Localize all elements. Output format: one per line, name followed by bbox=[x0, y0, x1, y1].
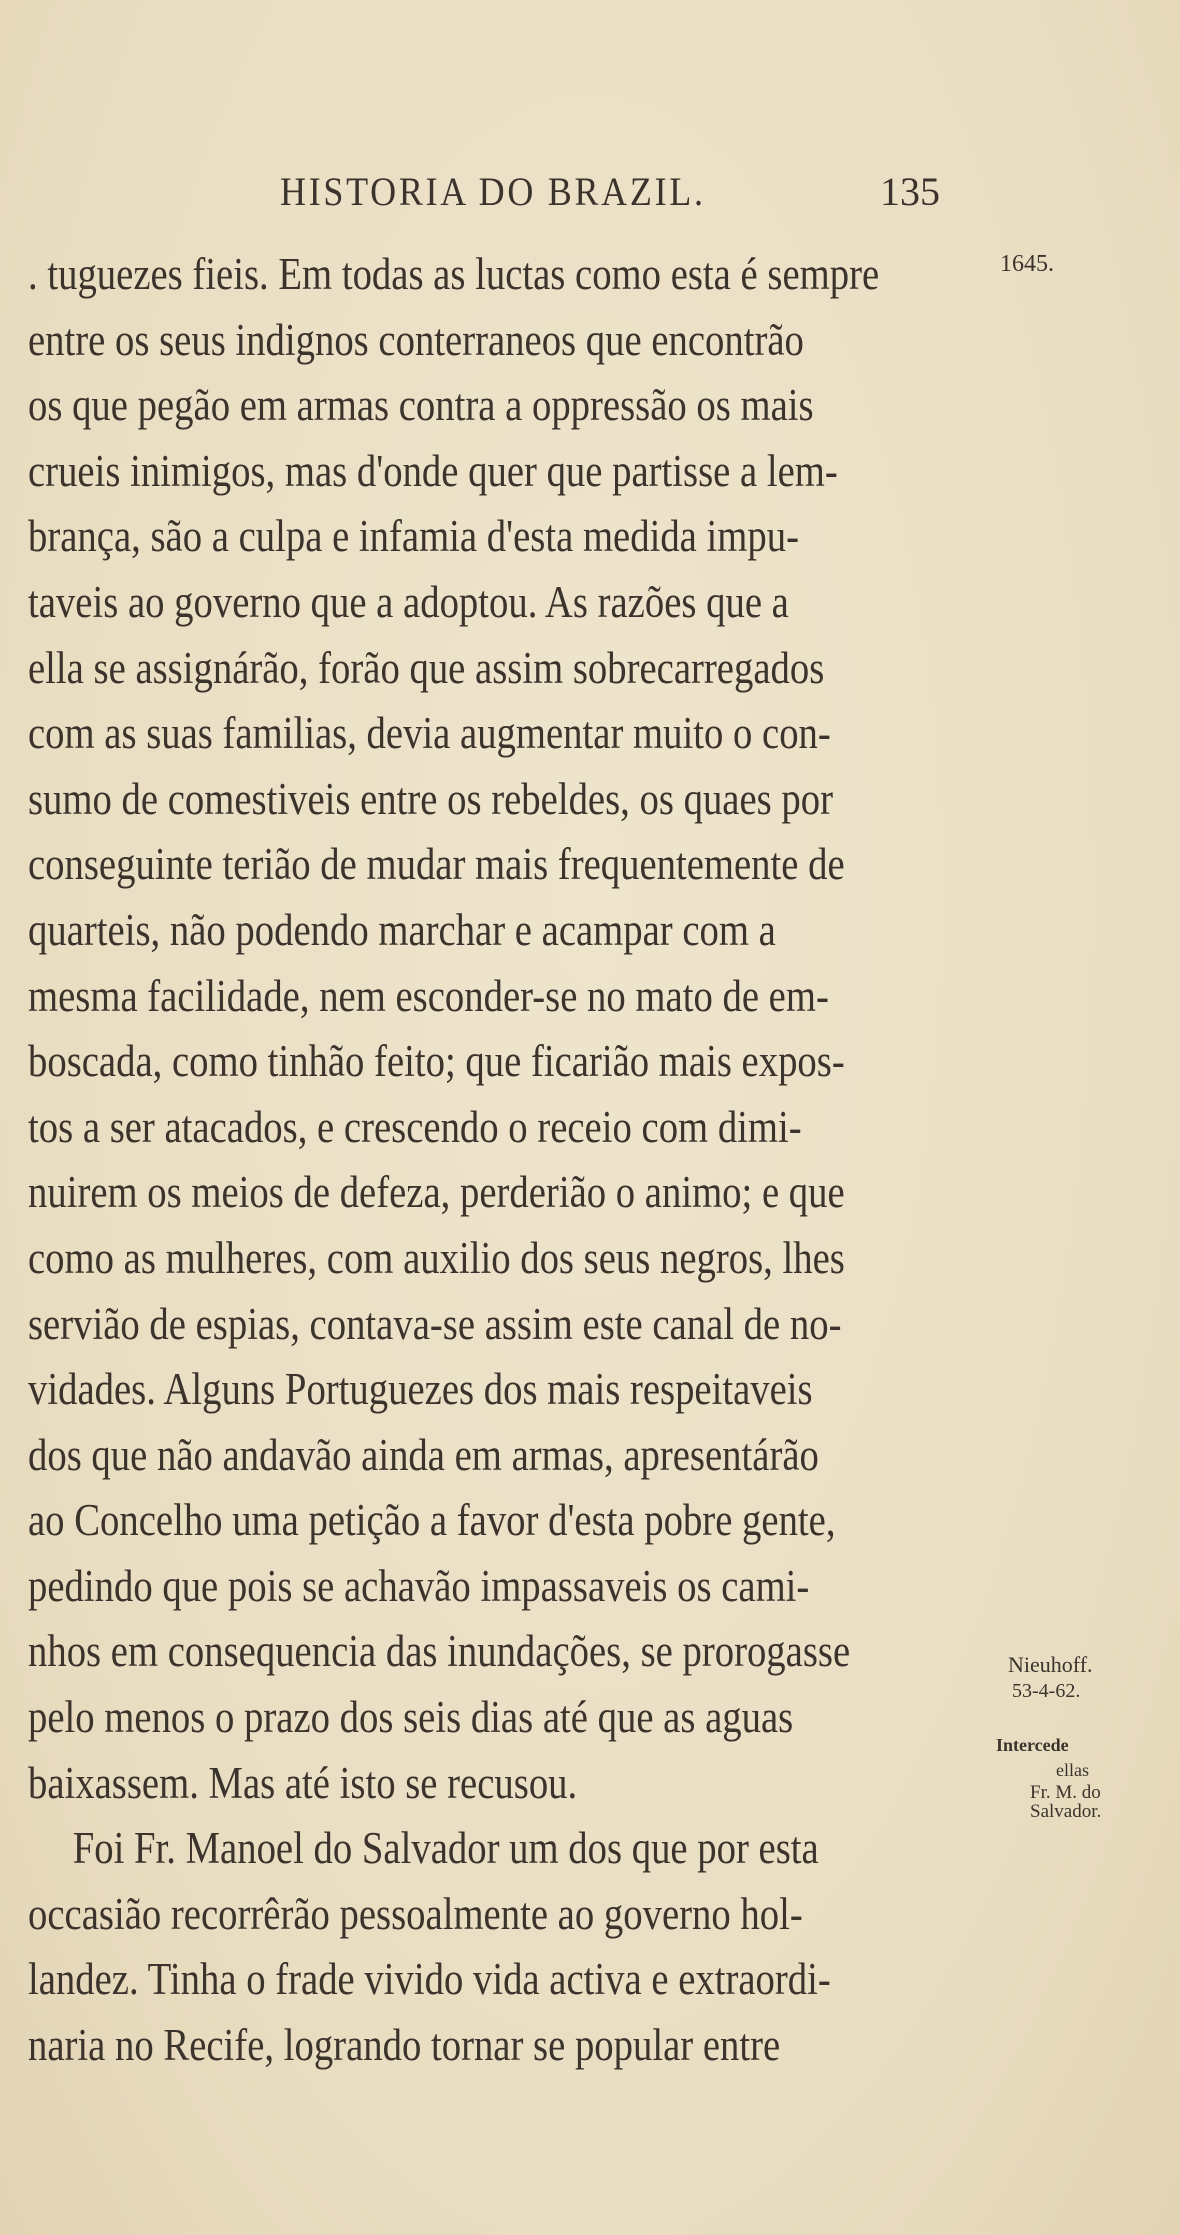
text-line: sumo de comestiveis entre os rebeldes, os quaes por bbox=[28, 773, 833, 824]
text-line: naria no Recife, logrando tornar se popular entre bbox=[28, 2020, 781, 2071]
text-line: os que pegão em armas contra a oppressão os mais bbox=[28, 380, 814, 431]
text-line: tos a ser atacados, e crescendo o receio com dimi- bbox=[28, 1101, 802, 1152]
margin-year: 1645. bbox=[1000, 251, 1054, 277]
text-line: taveis ao governo que a adoptou. As razões que a bbox=[28, 576, 789, 627]
text-line: occasião recorrêrão pessoalmente ao governo hol- bbox=[28, 1888, 803, 1939]
running-header bbox=[0, 168, 1180, 228]
text-line: vidades. Alguns Portuguezes dos mais respeitaveis bbox=[28, 1364, 813, 1415]
text-line: . tuguezes fieis. Em todas as luctas como esta é sempre bbox=[28, 249, 880, 299]
text-line: quarteis, não podendo marchar e acampar com a bbox=[28, 904, 776, 955]
paragraph-start-line: Foi Fr. Manoel do Salvador um dos que por esta bbox=[72, 1823, 819, 1874]
text-line: baixassem. Mas até isto se recusou. bbox=[28, 1757, 578, 1808]
text-line: com as suas familias, devia augmentar muito o con- bbox=[28, 708, 831, 759]
margin-side-name: Fr. M. do bbox=[1030, 1782, 1101, 1803]
page-title: HISTORIA DO BRAZIL. bbox=[280, 169, 706, 214]
text-line: brança, são a culpa e infamia d'esta medida impu- bbox=[28, 511, 799, 562]
text-line: como as mulheres, com auxilio dos seus negros, lhes bbox=[28, 1232, 845, 1283]
text-line: boscada, como tinhão feito; que ficarião mais expos- bbox=[28, 1036, 845, 1087]
text-line: ella se assignárão, forão que assim sobrecarregados bbox=[28, 642, 825, 693]
margin-source-reference: 53-4-62. bbox=[1012, 1680, 1081, 1702]
text-line: servião de espias, contava-se assim este canal de no- bbox=[28, 1298, 842, 1349]
page-number: 135 bbox=[880, 169, 940, 214]
margin-side-title: Intercede bbox=[996, 1735, 1069, 1755]
text-line: ao Concelho uma petição a favor d'esta pobre gente, bbox=[28, 1495, 836, 1546]
body-text bbox=[28, 242, 988, 2079]
text-line: crueis inimigos, mas d'onde quer que partisse a lem- bbox=[28, 445, 838, 496]
text-line: pelo menos o prazo dos seis dias até que as aguas bbox=[28, 1692, 794, 1743]
text-line: landez. Tinha o frade vivido vida activa e extraordi- bbox=[28, 1954, 831, 2005]
text-line: entre os seus indignos conterraneos que encontrão bbox=[28, 314, 804, 365]
text-line: nuirem os meios de defeza, perderião o animo; e que bbox=[28, 1167, 845, 1218]
margin-source-author: Nieuhoff. bbox=[1008, 1652, 1093, 1677]
text-line: dos que não andavão ainda em armas, apresentárão bbox=[28, 1429, 819, 1480]
margin-side-title-continued: ellas bbox=[1056, 1760, 1089, 1780]
text-line: pedindo que pois se achavão impassaveis os cami- bbox=[28, 1560, 810, 1611]
text-line: conseguinte terião de mudar mais frequentemente de bbox=[28, 839, 845, 890]
text-line: mesma facilidade, nem esconder-se no mato de em- bbox=[28, 970, 829, 1021]
margin-side-name-continued: Salvador. bbox=[1030, 1801, 1102, 1822]
text-line: nhos em consequencia das inundações, se prorogasse bbox=[28, 1626, 851, 1677]
